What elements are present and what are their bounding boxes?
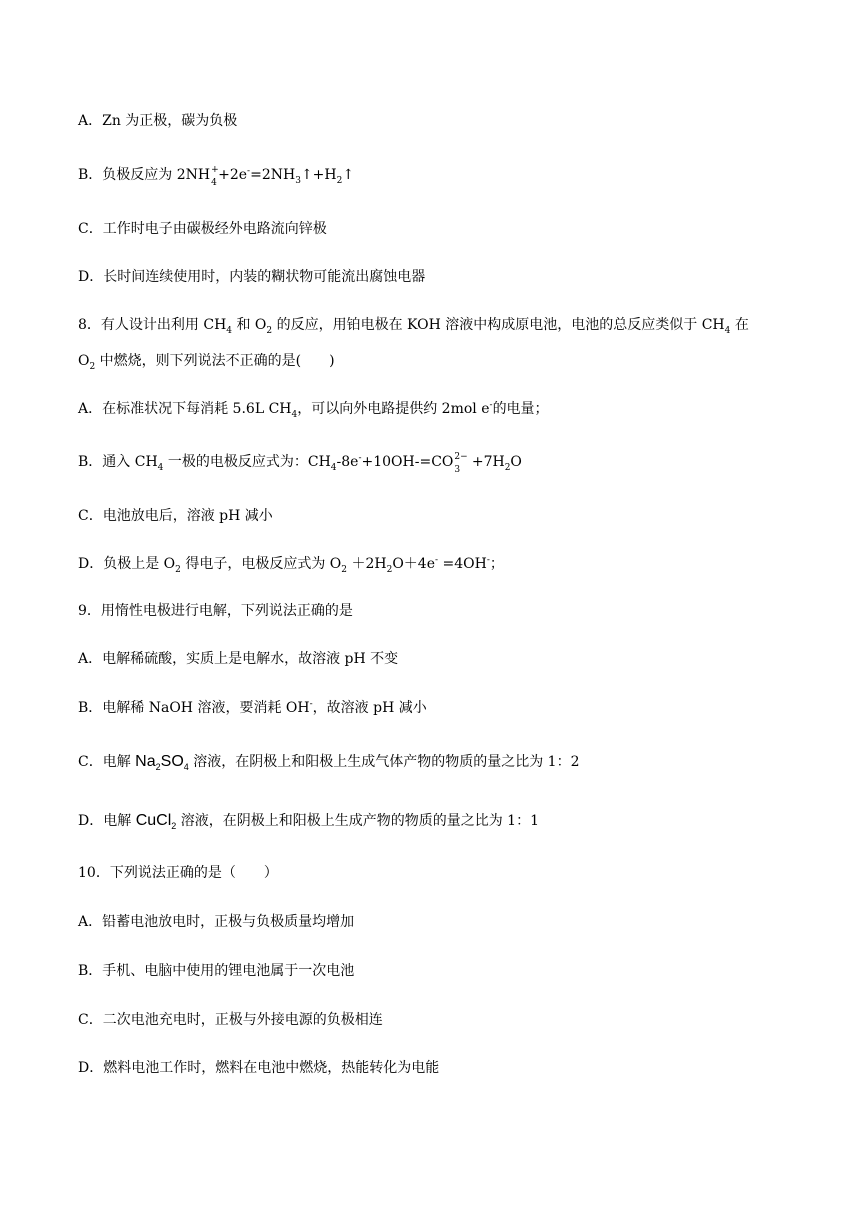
q7-option-a: A．Zn 为正极，碳为负极	[78, 113, 238, 129]
q10-stem: 10．下列说法正确的是（ ）	[78, 865, 278, 881]
q9-option-a: A．电解稀硫酸，实质上是电解水，故溶液 pH 不变	[78, 651, 399, 667]
q10-option-b: B．手机、电脑中使用的锂电池属于一次电池	[78, 963, 355, 979]
q9-option-d: D．电解 CuCl$_2$ 溶液，在阴极上和阳极上生成产物的物质的量之比为 1：1	[78, 812, 539, 832]
q10-option-d: D．燃料电池工作时，燃料在电池中燃烧，热能转化为电能	[78, 1060, 440, 1076]
q8-option-c: C．电池放电后，溶液 pH 减小	[78, 508, 273, 524]
q7-option-b: B．负极反应为 2NH + 4 $+2e^-=2NH_3↑+H_2↑$	[78, 165, 355, 188]
q8-stem-line2: $O_2$ 中燃烧，则下列说法不正确的是( )	[78, 353, 335, 372]
q8-option-d: D．负极上是 $O_2$ 得电子，电极反应式为 $O_2 +2H_2O+4e^- =4OH^-$；	[78, 555, 504, 575]
q7-option-c: C．工作时电子由碳极经外电路流向锌极	[78, 221, 327, 237]
q8-option-a: A．在标准状况下每消耗 5.6L $CH_4$，可以向外电路提供约 2mol e-的电量；	[78, 400, 549, 420]
q9-option-b: B．电解稀 NaOH 溶液，要消耗 OH-，故溶液 pH 减小	[78, 699, 427, 716]
q10-option-a: A．铅蓄电池放电时，正极与负极质量均增加	[78, 914, 355, 930]
q8-option-b: B．通入 $CH_4$ 一极的电极反应式为：$CH_4-8e^-+10OH-=CO$ 2− 3 $+7H_2O$	[78, 452, 522, 475]
q9-stem: 9．用惰性电极进行电解，下列说法正确的是	[78, 603, 353, 619]
q8-stem-line1: 8．有人设计出利用 $CH_4$ 和 $O_2$ 的反应，用铂电极在 KOH 溶液中构成原电池，电池的总反应类似于 $CH_4$ 在	[78, 317, 749, 336]
q9-option-c: C．电解 $Na_2SO_4$ 溶液，在阴极上和阳极上生成气体产物的物质的量之比为 1：2	[78, 753, 580, 773]
q10-option-c: C．二次电池充电时，正极与外接电源的负极相连	[78, 1012, 383, 1028]
q7-option-d: D．长时间连续使用时，内装的糊状物可能流出腐蚀电器	[78, 269, 426, 285]
